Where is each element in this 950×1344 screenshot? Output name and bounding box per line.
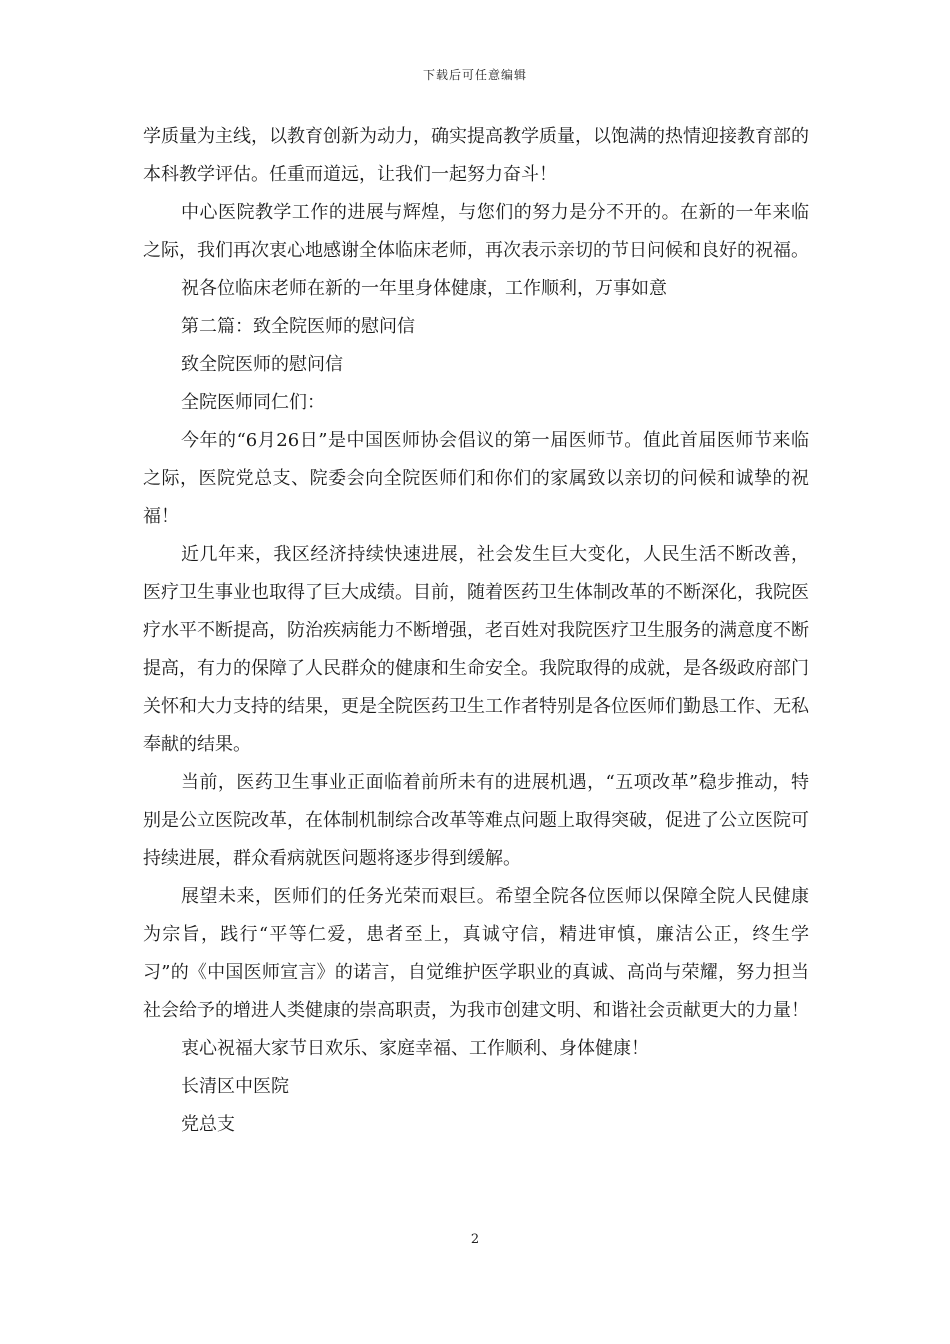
section-heading: 第二篇：致全院医师的慰问信 bbox=[181, 316, 415, 337]
letter-title: 致全院医师的慰问信 bbox=[181, 354, 343, 375]
signature-department: 党总支 bbox=[181, 1114, 235, 1135]
paragraph: 近几年来，我区经济持续快速进展，社会发生巨大变化，人民生活不断改善，医疗卫生事业也取得了巨大成绩。目前，随着医药卫生体制改革的不断深化，我院医疗水平不断提高，防治疾病能力不断增强，老百姓对我院医疗卫生服务的满意度不断提高，有力的保障了人民群众的健康和生命安全。我院取得的成就，是各级政府部门关怀和大力支持的结果，更是全院医药卫生工作者特别是各位医师们勤恳工作、无私奉献的结果。 bbox=[143, 544, 809, 755]
signature-organization: 长清区中医院 bbox=[181, 1076, 289, 1097]
document-body bbox=[143, 118, 809, 1144]
paragraph: 今年的“6月26日”是中国医师协会倡议的第一届医师节。值此首届医师节来临之际，医院党总支、院委会向全院医师们和你们的家属致以亲切的问候和诚挚的祝福！ bbox=[143, 430, 809, 527]
paragraph: 展望未来，医师们的任务光荣而艰巨。希望全院各位医师以保障全院人民健康为宗旨，践行“平等仁爱，患者至上，真诚守信，精进审慎，廉洁公正，终生学习”的《中国医师宣言》的诺言，自觉维护医学职业的真诚、高尚与荣耀，努力担当社会给予的增进人类健康的崇高职责，为我市创建文明、和谐社会贡献更大的力量！ bbox=[143, 886, 809, 1021]
header-note: 下载后可任意编辑 bbox=[422, 68, 527, 82]
paragraph: 学质量为主线，以教育创新为动力，确实提高教学质量，以饱满的热情迎接教育部的本科教学评估。任重而道远，让我们一起努力奋斗！ bbox=[143, 126, 809, 185]
salutation: 全院医师同仁们： bbox=[181, 392, 325, 413]
page-number: 2 bbox=[470, 1232, 480, 1247]
closing-wish: 衷心祝福大家节日欢乐、家庭幸福、工作顺利、身体健康！ bbox=[181, 1038, 649, 1059]
paragraph: 祝各位临床老师在新的一年里身体健康，工作顺利，万事如意 bbox=[181, 278, 667, 299]
paragraph: 当前，医药卫生事业正面临着前所未有的进展机遇，“五项改革”稳步推动，特别是公立医院改革，在体制机制综合改革等难点问题上取得突破，促进了公立医院可持续进展，群众看病就医问题将逐步得到缓解。 bbox=[143, 772, 809, 869]
paragraph: 中心医院教学工作的进展与辉煌，与您们的努力是分不开的。在新的一年来临之际，我们再次衷心地感谢全体临床老师，再次表示亲切的节日问候和良好的祝福。 bbox=[143, 202, 809, 261]
